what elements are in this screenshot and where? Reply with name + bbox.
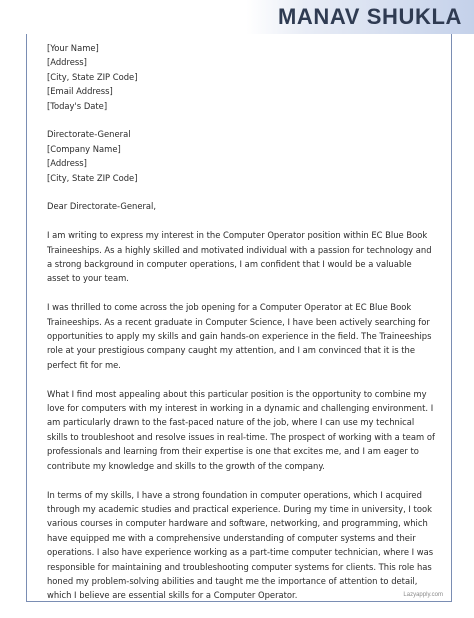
letter-page [26, 30, 452, 602]
body-paragraph-3: What I find most appealing about this particular position is the opportunity to combine my love for computers with my interest in working in a dynamic and challenging environment. I am particularly drawn to the fast-paced nature of the job, where I can use my technical skills to troubleshoot and resolve issues in real-time. The prospect of working with a team of professionals and learning from their expertise is one that excites me, and I am eager to contribute my knowledge and skills to the growth of the company. [47, 388, 435, 471]
body-paragraph-1: I am writing to express my interest in the Computer Operator position within EC Blue Book Traineeships. As a highly skilled and motivated individual with a passion for technology and a strong background in computer operations, I am confident that I would be a valuable asset to your team. [47, 230, 432, 284]
header-banner [0, 0, 474, 34]
salutation: Dear Directorate-General, [47, 201, 157, 212]
sender-address-block [47, 41, 435, 113]
recipient-address: [Address] [47, 158, 87, 169]
body-paragraph-4: In terms of my skills, I have a strong foundation in computer operations, which I acquired through my academic studies and practical experience. During my time in university, I took various courses in computer hardware and software, networking, and programming, which have equipped me with a comprehensive understanding of computer systems and their operations. I also have experience working as a part-time computer technician, where I was responsible for maintaining and troubleshooting computer systems for clients. This role has honed my problem-solving abilities and taught me the importance of attention to detail, which I believe are essential skills for a Computer Operator. [47, 489, 434, 601]
recipient-city-state-zip: [City, State ZIP Code] [47, 172, 138, 183]
recipient-company: [Company Name] [47, 143, 121, 154]
letter-body [47, 41, 435, 602]
recipient-address-block [47, 127, 435, 185]
sender-address: [Address] [47, 57, 87, 68]
sender-name: [Your Name] [47, 43, 99, 53]
body-paragraph-2: I was thrilled to come across the job opening for a Computer Operator at EC Blue Book Traineeships. As a recent graduate in Computer Science, I have been actively searching for opportunities to apply my skills and gain hands-on experience in the field. The Traineeships role at your prestigious company caught my attention, and I am convinced that it is the perfect fit for me. [47, 302, 432, 370]
sender-city-state-zip: [City, State ZIP Code] [47, 71, 138, 82]
letter-date: [Today's Date] [47, 100, 108, 111]
sender-email: [Email Address] [47, 86, 113, 97]
footer-credit: Lazyapply.com [403, 592, 443, 598]
applicant-name-heading: MANAV SHUKLA [277, 4, 462, 29]
recipient-title: Directorate-General [47, 129, 131, 140]
